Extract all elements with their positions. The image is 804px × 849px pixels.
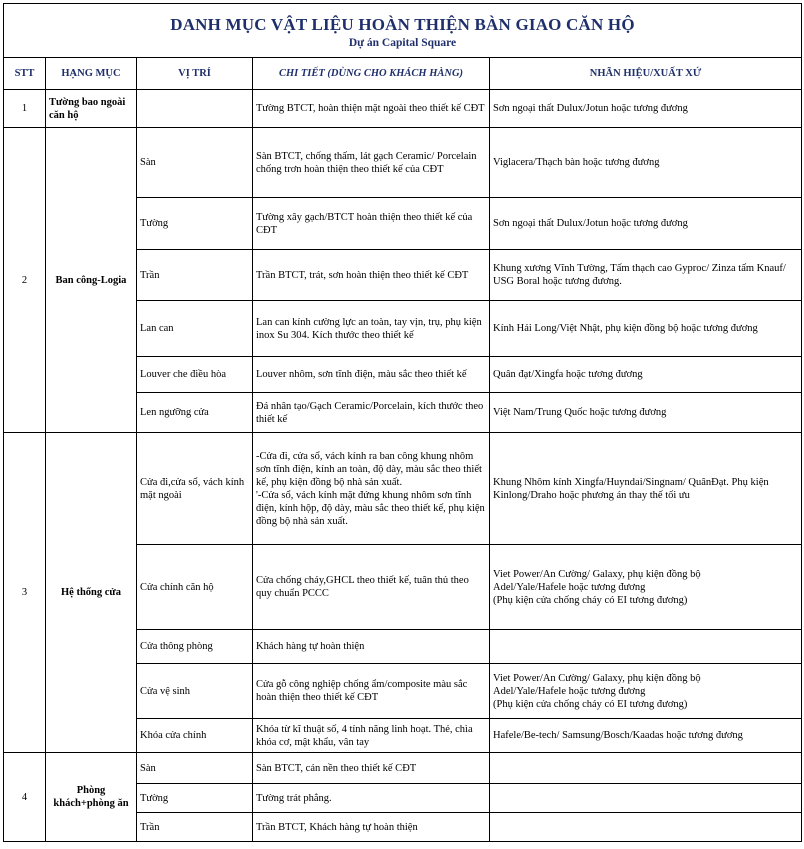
material-list-sheet (3, 3, 801, 842)
location-cell: Tường (137, 784, 253, 813)
brand-cell: Quân đạt/Xingfa hoặc tương đương (490, 357, 802, 393)
detail-cell: Sàn BTCT, cán nền theo thiết kế CĐT (253, 753, 490, 784)
detail-cell: Khách hàng tự hoàn thiện (253, 630, 490, 664)
table-row (4, 753, 802, 784)
location-cell: Trần (137, 813, 253, 842)
location-cell (137, 90, 253, 128)
category-cell: Hệ thống cửa (46, 433, 137, 753)
detail-cell: Cửa gỗ công nghiệp chống ẩm/composite màu sắc hoàn thiện theo thiết kế CĐT (253, 664, 490, 719)
brand-cell: Kính Hải Long/Việt Nhật, phụ kiện đồng bộ hoặc tương đương (490, 301, 802, 357)
location-cell: Khóa cửa chính (137, 719, 253, 753)
header-stt: STT (4, 58, 46, 90)
stt-cell: 2 (4, 128, 46, 433)
detail-cell: Trần BTCT, Khách hàng tự hoàn thiện (253, 813, 490, 842)
detail-cell: Khóa từ kĩ thuật số, 4 tính năng linh hoạt. Thẻ, chìa khóa cơ, mật khẩu, vân tay (253, 719, 490, 753)
page-subtitle: Dự án Capital Square (348, 37, 457, 49)
brand-cell: Hafele/Be-tech/ Samsung/Bosch/Kaadas hoặc tương đương (490, 719, 802, 753)
brand-cell: Khung xương Vĩnh Tường, Tấm thạch cao Gyproc/ Zinza tấm Knauf/ USG Boral hoặc tương đương. (490, 250, 802, 301)
location-cell: Cửa chính căn hộ (137, 545, 253, 630)
header-vi-tri: VỊ TRÍ (137, 58, 253, 90)
category-cell: Tường bao ngoài căn hộ (46, 90, 137, 128)
brand-cell: Viet Power/An Cường/ Galaxy, phụ kiện đồng bộ Adel/Yale/Hafele hoặc tương đương (Phụ kiện cửa chống cháy có EI tương đương) (490, 545, 802, 630)
location-cell: Cửa thông phòng (137, 630, 253, 664)
detail-cell: Tường BTCT, hoàn thiện mặt ngoài theo thiết kế CĐT (253, 90, 490, 128)
brand-cell: Sơn ngoại thất Dulux/Jotun hoặc tương đương (490, 198, 802, 250)
location-cell: Tường (137, 198, 253, 250)
brand-cell (490, 784, 802, 813)
title-cell (4, 4, 802, 58)
stt-cell: 3 (4, 433, 46, 753)
table-row (4, 128, 802, 198)
location-cell: Sàn (137, 128, 253, 198)
location-cell: Sàn (137, 753, 253, 784)
detail-cell: Trần BTCT, trát, sơn hoàn thiện theo thiết kế CĐT (253, 250, 490, 301)
detail-cell: Đá nhân tạo/Gạch Ceramic/Porcelain, kích thước theo thiết kế (253, 393, 490, 433)
category-cell: Phòng khách+phòng ăn (46, 753, 137, 842)
page-title: DANH MỤC VẬT LIỆU HOÀN THIỆN BÀN GIAO CĂN HỘ (170, 15, 635, 34)
header-row (4, 58, 802, 90)
location-cell: Trần (137, 250, 253, 301)
location-cell: Louver che điều hòa (137, 357, 253, 393)
stt-cell: 1 (4, 90, 46, 128)
detail-cell: Louver nhôm, sơn tĩnh điện, màu sắc theo thiết kế (253, 357, 490, 393)
detail-cell: Lan can kính cường lực an toàn, tay vịn, trụ, phụ kiện inox Su 304. Kích thước theo thiết kế (253, 301, 490, 357)
detail-cell: Sàn BTCT, chống thấm, lát gạch Ceramic/ Porcelain chống trơn hoàn thiện theo thiết kế của CĐT (253, 128, 490, 198)
category-cell: Ban công-Logia (46, 128, 137, 433)
table-row (4, 433, 802, 545)
header-nhan-hieu: NHÃN HIỆU/XUẤT XỨ (490, 58, 802, 90)
location-cell: Cửa đi,cửa sổ, vách kính mặt ngoài (137, 433, 253, 545)
brand-cell (490, 753, 802, 784)
location-cell: Cửa vệ sinh (137, 664, 253, 719)
brand-cell (490, 813, 802, 842)
header-chi-tiet: CHI TIẾT (DÙNG CHO KHÁCH HÀNG) (253, 58, 490, 90)
detail-cell: Cửa chống cháy,GHCL theo thiết kế, tuân thủ theo quy chuẩn PCCC (253, 545, 490, 630)
brand-cell: Viet Power/An Cường/ Galaxy, phụ kiện đồng bộ Adel/Yale/Hafele hoặc tương đương (Phụ kiện cửa chống cháy có EI tương đương) (490, 664, 802, 719)
brand-cell: Viglacera/Thạch bàn hoặc tương đương (490, 128, 802, 198)
brand-cell: Việt Nam/Trung Quốc hoặc tương đương (490, 393, 802, 433)
brand-cell: Khung Nhôm kính Xingfa/Huyndai/Singnam/ QuânĐạt. Phụ kiện Kinlong/Draho hoặc phương án thay thế tối ưu (490, 433, 802, 545)
header-hang-muc: HẠNG MỤC (46, 58, 137, 90)
location-cell: Len ngưỡng cửa (137, 393, 253, 433)
table-row (4, 90, 802, 128)
detail-cell: Tường xây gạch/BTCT hoàn thiện theo thiết kế của CĐT (253, 198, 490, 250)
detail-cell: -Cửa đi, cửa sổ, vách kính ra ban công khung nhôm sơn tĩnh điện, kính an toàn, độ dày, màu sắc theo thiết kế, phụ kiện đồng bộ nhà sản xuất. '-Cửa sổ, vách kính mặt đứng khung nhôm sơn tĩnh điện, kính hộp, độ dày, màu sắc theo thiết kế, phụ kiện đồng bộ nhà sản xuất. (253, 433, 490, 545)
brand-cell: Sơn ngoại thất Dulux/Jotun hoặc tương đương (490, 90, 802, 128)
brand-cell (490, 630, 802, 664)
detail-cell: Tường trát phẳng. (253, 784, 490, 813)
stt-cell: 4 (4, 753, 46, 842)
location-cell: Lan can (137, 301, 253, 357)
material-table (3, 3, 802, 842)
title-row (4, 4, 802, 58)
